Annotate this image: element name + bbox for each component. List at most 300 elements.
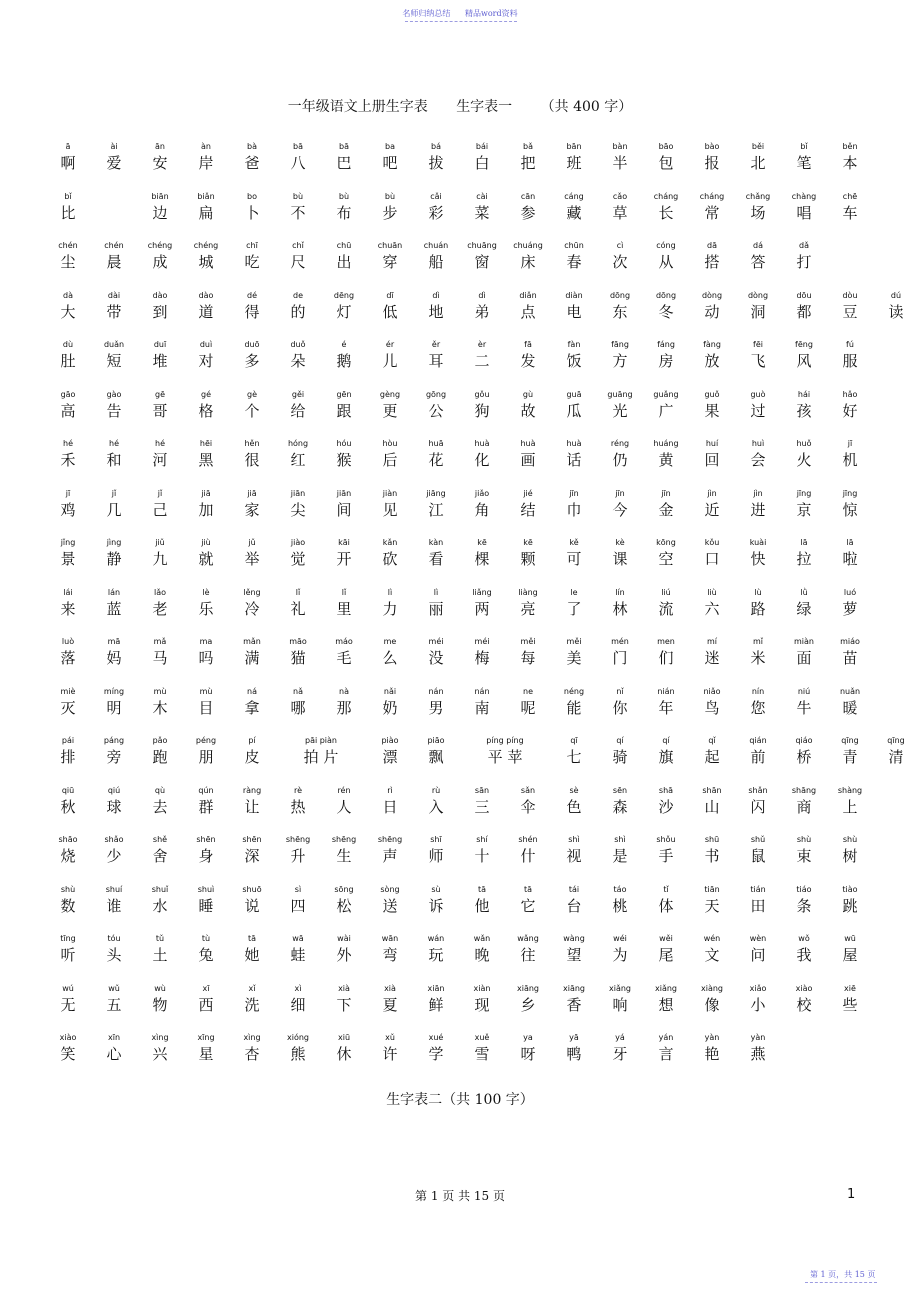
character-cell [137, 982, 183, 1032]
pinyin-label: chǎng [745, 191, 771, 201]
hanzi-character: 燕 [750, 1045, 766, 1063]
character-cell [781, 190, 827, 240]
character-cell [183, 239, 229, 289]
pinyin-label: duī [153, 340, 167, 349]
table-row [45, 289, 904, 339]
character-cell [367, 388, 413, 438]
pinyin-label: dì [432, 290, 440, 300]
character-cell [781, 388, 827, 438]
hanzi-character: 力 [382, 599, 398, 618]
hanzi-character: 沙 [658, 797, 674, 816]
pinyin-label: guǎng [653, 389, 679, 399]
pinyin-label: bāo [658, 142, 674, 151]
character-cell [643, 239, 689, 289]
pinyin-label: xìng [151, 1033, 169, 1042]
table-row [45, 239, 875, 289]
character-cell [505, 437, 551, 487]
character-cell [367, 982, 413, 1032]
hanzi-character: 外 [336, 946, 352, 964]
pinyin-label: jìn [707, 488, 717, 498]
pinyin-label: lǐ [341, 587, 347, 597]
character-cell [643, 586, 689, 636]
hanzi-character: 房 [658, 352, 674, 370]
character-cell [91, 289, 137, 339]
hanzi-character: 我 [796, 946, 812, 964]
hanzi-character: 去 [152, 797, 168, 816]
character-cell [551, 685, 597, 735]
character-cell [413, 437, 459, 487]
hanzi-character: 睡 [198, 896, 214, 915]
pinyin-label: fāng [611, 340, 629, 349]
character-cell [275, 190, 321, 240]
pinyin-label: lǎo [153, 587, 167, 597]
hanzi-character: 森 [612, 797, 628, 816]
pinyin-label: shàng [837, 785, 863, 795]
character-cell [735, 388, 781, 438]
character-cell [229, 140, 275, 190]
character-cell [229, 338, 275, 388]
pinyin-label: gèng [379, 389, 401, 399]
hanzi-character: 十 [474, 847, 490, 865]
hanzi-character: 热 [290, 797, 306, 816]
character-cell [45, 685, 91, 735]
pinyin-label: kōng [656, 538, 676, 547]
footer-page-info: 第 1 页 共 15 页 [415, 1189, 505, 1203]
pinyin-label: shì [614, 835, 626, 844]
character-cell [735, 883, 781, 933]
character-cell [275, 833, 321, 883]
hanzi-character: 北 [750, 154, 766, 172]
character-cell [321, 932, 367, 982]
hanzi-character: 牙 [612, 1045, 628, 1063]
hanzi-character: 小 [750, 995, 766, 1014]
pinyin-label: tīng [60, 934, 76, 943]
character-cell [183, 140, 229, 190]
pinyin-label: xuě [474, 1033, 490, 1042]
character-cell [781, 635, 827, 685]
pinyin-label: ma [199, 637, 213, 646]
character-cell [827, 388, 873, 438]
hanzi-character: 五 [106, 995, 122, 1014]
hanzi-character: 二 [474, 352, 490, 370]
pinyin-label: gǒu [474, 389, 490, 399]
character-cell [45, 1031, 91, 1081]
pinyin-label: wān [381, 934, 399, 943]
hanzi-character: 舍 [152, 847, 168, 865]
pinyin-label: qīng [841, 736, 859, 745]
character-cell [275, 239, 321, 289]
pinyin-label: dào [198, 290, 214, 300]
character-cell [551, 784, 597, 834]
hanzi-character: 出 [336, 253, 352, 271]
pinyin-label: jiān [336, 488, 352, 498]
hanzi-character: 起 [704, 748, 720, 766]
hanzi-character: 能 [566, 698, 582, 717]
hanzi-character: 常 [704, 203, 720, 222]
pinyin-label: bā [293, 142, 303, 151]
character-cell [45, 437, 91, 487]
pinyin-label: bào [704, 142, 720, 151]
hanzi-character: 机 [842, 451, 858, 469]
character-cell [321, 833, 367, 883]
hanzi-character: 灯 [336, 302, 352, 321]
table-row [45, 388, 875, 438]
hanzi-character: 床 [520, 253, 536, 271]
hanzi-character: 往 [520, 946, 536, 964]
character-cell [413, 685, 459, 735]
pinyin-label: hái [797, 389, 811, 399]
hanzi-character: 什 [520, 847, 536, 865]
character-cell [275, 586, 321, 636]
hanzi-character: 服 [842, 352, 858, 370]
hanzi-character: 猴 [336, 451, 352, 469]
hanzi-character: 拔 [428, 154, 444, 172]
pinyin-label: guāng [607, 389, 633, 399]
hanzi-character: 鼠 [750, 847, 766, 865]
character-cell [827, 734, 873, 784]
character-cell [321, 982, 367, 1032]
character-cell [137, 289, 183, 339]
hanzi-character: 很 [244, 451, 260, 469]
pinyin-label: cáng [564, 191, 584, 201]
hanzi-character: 地 [428, 302, 444, 321]
pinyin-label: gāo [60, 389, 76, 399]
pinyin-label: rè [293, 785, 303, 795]
character-cell [229, 685, 275, 735]
hanzi-character: 呢 [520, 698, 536, 717]
character-cell [551, 982, 597, 1032]
hanzi-character: 瓜 [566, 401, 582, 420]
hanzi-character: 流 [658, 599, 674, 618]
hanzi-character: 台 [566, 896, 582, 915]
character-cell [367, 487, 413, 537]
character-cell [597, 437, 643, 487]
pinyin-label: tóu [107, 934, 121, 943]
character-cell [183, 338, 229, 388]
pinyin-label: shāng [791, 785, 817, 795]
character-cell [505, 932, 551, 982]
character-cell [505, 140, 551, 190]
hanzi-character: 的 [290, 302, 306, 321]
pinyin-label: chuāng [467, 241, 497, 250]
pinyin-label: dā [707, 241, 717, 250]
pinyin-label: shǔ [750, 835, 766, 844]
hanzi-character: 洞 [750, 302, 766, 321]
pinyin-label: bá [431, 142, 441, 151]
hanzi-character: 好 [842, 401, 858, 420]
character-cell [91, 883, 137, 933]
character-cell [505, 635, 551, 685]
hanzi-character: 现 [474, 995, 490, 1014]
hanzi-character: 绿 [796, 599, 812, 618]
pinyin-label: dà [63, 290, 73, 300]
table-row [45, 833, 875, 883]
character-cell [597, 487, 643, 537]
hanzi-character: 尾 [658, 946, 674, 964]
table-row [45, 140, 875, 190]
pinyin-label: fàn [567, 340, 581, 349]
pinyin-label: kàn [428, 538, 444, 547]
character-cell [367, 437, 413, 487]
pinyin-label: nǎi [383, 686, 397, 696]
pinyin-label: miáo [840, 637, 860, 646]
character-cell [735, 586, 781, 636]
pinyin-label: bàn [612, 142, 628, 151]
hanzi-character: 休 [336, 1045, 352, 1063]
hanzi-character: 发 [520, 352, 536, 370]
table-row [45, 982, 875, 1032]
character-cell [45, 734, 91, 784]
hanzi-character: 会 [750, 451, 766, 469]
character-cell [827, 289, 873, 339]
pinyin-label: tǐ [663, 884, 669, 894]
pinyin-label: ěr [431, 340, 441, 349]
character-cell [827, 932, 873, 982]
hanzi-character: 看 [428, 550, 444, 568]
pinyin-label: máo [335, 637, 353, 646]
pinyin-label: shuì [197, 884, 215, 894]
character-cell [45, 982, 91, 1032]
hanzi-character: 到 [152, 302, 168, 321]
hanzi-character: 乡 [520, 995, 536, 1014]
hanzi-character: 晨 [106, 253, 122, 271]
character-cell [505, 833, 551, 883]
character-cell [367, 190, 413, 240]
pinyin-label: guò [750, 389, 766, 399]
title-count: （共 400 字） [540, 99, 633, 115]
hanzi-character: 面 [796, 649, 812, 667]
hanzi-character: 们 [658, 649, 674, 667]
hanzi-character: 上 [842, 797, 858, 816]
hanzi-character: 长 [658, 203, 674, 222]
character-cell [229, 1031, 275, 1081]
hanzi-character: 报 [704, 154, 720, 172]
pinyin-label: xiān [427, 983, 445, 993]
hanzi-character: 礼 [290, 599, 306, 618]
character-cell [459, 487, 505, 537]
character-cell [229, 883, 275, 933]
pinyin-label: mù [199, 686, 213, 696]
pinyin-label: mǎ [153, 637, 167, 646]
hanzi-character: 蛙 [290, 946, 306, 964]
pinyin-label: niú [797, 686, 811, 696]
pinyin-label: shuō [242, 884, 262, 894]
pinyin-label: lěng [243, 587, 261, 597]
pinyin-label: mén [611, 637, 629, 646]
pinyin-label: réng [610, 439, 630, 448]
hanzi-character: 白 [474, 154, 490, 172]
character-cell [413, 289, 459, 339]
character-cell [459, 536, 505, 586]
character-cell [413, 140, 459, 190]
character-cell [45, 833, 91, 883]
pinyin-label: sù [431, 884, 441, 894]
pinyin-label: yàn [704, 1033, 720, 1042]
pinyin-label: shù [796, 835, 812, 844]
character-cell [91, 932, 137, 982]
character-cell [643, 388, 689, 438]
hanzi-character: 果 [704, 401, 720, 420]
character-cell [45, 239, 91, 289]
pinyin-label: bù [292, 191, 304, 201]
character-cell [827, 140, 873, 190]
hanzi-character: 多 [244, 352, 260, 370]
hanzi-character: 杏 [244, 1045, 260, 1063]
hanzi-character: 给 [290, 401, 306, 420]
pinyin-label: huì [751, 439, 765, 448]
hanzi-character: 举 [244, 550, 260, 568]
character-cell [321, 437, 367, 487]
character-cell [137, 932, 183, 982]
character-cell [45, 140, 91, 190]
hanzi-character: 高 [60, 401, 76, 420]
character-cell [91, 239, 137, 289]
character-cell [505, 685, 551, 735]
pinyin-label: měi [520, 637, 536, 646]
character-cell [229, 487, 275, 537]
pinyin-label: xì [294, 983, 302, 993]
character-cell [321, 487, 367, 537]
hanzi-character: 尖 [290, 500, 306, 519]
character-cell [275, 932, 321, 982]
character-cell [781, 586, 827, 636]
hanzi-character: 飞 [750, 352, 766, 370]
pinyin-label: biǎn [197, 191, 215, 201]
character-cell [597, 982, 643, 1032]
hanzi-character: 回 [704, 451, 720, 469]
character-cell [459, 338, 505, 388]
pinyin-label: lǜ [800, 587, 808, 597]
character-cell [367, 289, 413, 339]
hanzi-character: 岸 [198, 154, 214, 172]
pinyin-label: cài [476, 191, 488, 201]
pinyin-label: hǎo [842, 389, 858, 399]
hanzi-character: 田 [750, 896, 766, 915]
hanzi-character: 读 [888, 302, 904, 321]
character-cell [827, 338, 873, 388]
pinyin-label: péng [195, 736, 217, 745]
hanzi-character: 鸭 [566, 1045, 582, 1063]
character-cell [183, 635, 229, 685]
hanzi-character: 细 [290, 995, 306, 1014]
hanzi-character: 响 [612, 995, 628, 1014]
pinyin-label: jǔ [248, 538, 256, 547]
hanzi-character: 参 [520, 203, 536, 222]
character-cell [735, 734, 781, 784]
pinyin-label: pāi piàn [304, 736, 338, 745]
character-cell [689, 437, 735, 487]
hanzi-character: 呀 [520, 1045, 536, 1063]
hanzi-character: 吗 [198, 649, 214, 667]
character-cell [137, 883, 183, 933]
pinyin-label: qí [662, 736, 670, 745]
hanzi-character: 动 [704, 302, 720, 321]
pinyin-label: dī [386, 290, 394, 300]
character-cell [183, 784, 229, 834]
character-cell [367, 239, 413, 289]
character-cell [781, 784, 827, 834]
pinyin-label: dá [753, 241, 763, 250]
character-cell [781, 685, 827, 735]
pinyin-label: shù [842, 835, 858, 844]
hanzi-character: 画 [520, 451, 536, 469]
character-cell [827, 883, 873, 933]
hanzi-character: 东 [612, 302, 628, 321]
character-cell [551, 833, 597, 883]
hanzi-character: 山 [704, 797, 720, 816]
hanzi-character: 船 [428, 253, 444, 271]
pinyin-label: fēng [795, 340, 813, 349]
character-cell [459, 190, 505, 240]
pinyin-label: liù [707, 587, 717, 597]
pinyin-label: píng píng [486, 736, 524, 745]
character-cell [551, 140, 597, 190]
pinyin-label: gēn [336, 389, 352, 399]
pinyin-label: mā [107, 637, 121, 646]
pinyin-label: yán [658, 1033, 674, 1042]
character-cell [551, 487, 597, 537]
hanzi-character: 旗 [658, 748, 674, 766]
character-cell [689, 883, 735, 933]
hanzi-character: 搭 [704, 253, 720, 271]
pinyin-label: shēng [377, 835, 403, 844]
pinyin-label: nín [751, 686, 765, 696]
character-cell [551, 1031, 597, 1081]
character-cell [137, 784, 183, 834]
hanzi-character: 晚 [474, 946, 490, 964]
hanzi-character: 菜 [474, 203, 490, 222]
hanzi-character: 藏 [566, 203, 582, 222]
pinyin-label: àn [201, 142, 211, 151]
hanzi-character: 空 [658, 550, 674, 568]
character-cell [321, 190, 367, 240]
pinyin-label: lì [387, 587, 393, 597]
hanzi-character: 开 [336, 550, 352, 568]
pinyin-label: shén [518, 835, 538, 844]
pinyin-label: miè [60, 686, 76, 696]
pinyin-label: biān [151, 191, 169, 201]
hanzi-character: 些 [842, 995, 858, 1014]
hanzi-character: 拿 [244, 698, 260, 717]
pinyin-label: dé [247, 290, 257, 300]
character-cell [229, 982, 275, 1032]
table-row [45, 734, 905, 784]
pinyin-label: xià [338, 983, 350, 993]
pinyin-label: qǐ [708, 736, 716, 745]
pinyin-label: huǒ [796, 439, 812, 448]
pinyin-label: shǎn [748, 785, 768, 795]
hanzi-character: 书 [704, 847, 720, 865]
hanzi-character: 落 [60, 649, 76, 667]
pinyin-label: jiā [201, 488, 211, 498]
character-cell [689, 140, 735, 190]
character-cell [45, 932, 91, 982]
pinyin-label: mǐ [752, 637, 763, 646]
pinyin-label: qī [570, 736, 578, 745]
character-cell [735, 784, 781, 834]
character-cell [597, 1031, 643, 1081]
character-cell [597, 338, 643, 388]
hanzi-character: 深 [244, 847, 260, 865]
hanzi-character: 包 [658, 154, 674, 172]
pinyin-label: wàng [563, 934, 585, 943]
character-cell [643, 982, 689, 1032]
character-cell [91, 388, 137, 438]
character-cell [643, 685, 689, 735]
hanzi-character: 每 [520, 649, 536, 667]
character-cell [459, 437, 505, 487]
character-cell [413, 190, 459, 240]
